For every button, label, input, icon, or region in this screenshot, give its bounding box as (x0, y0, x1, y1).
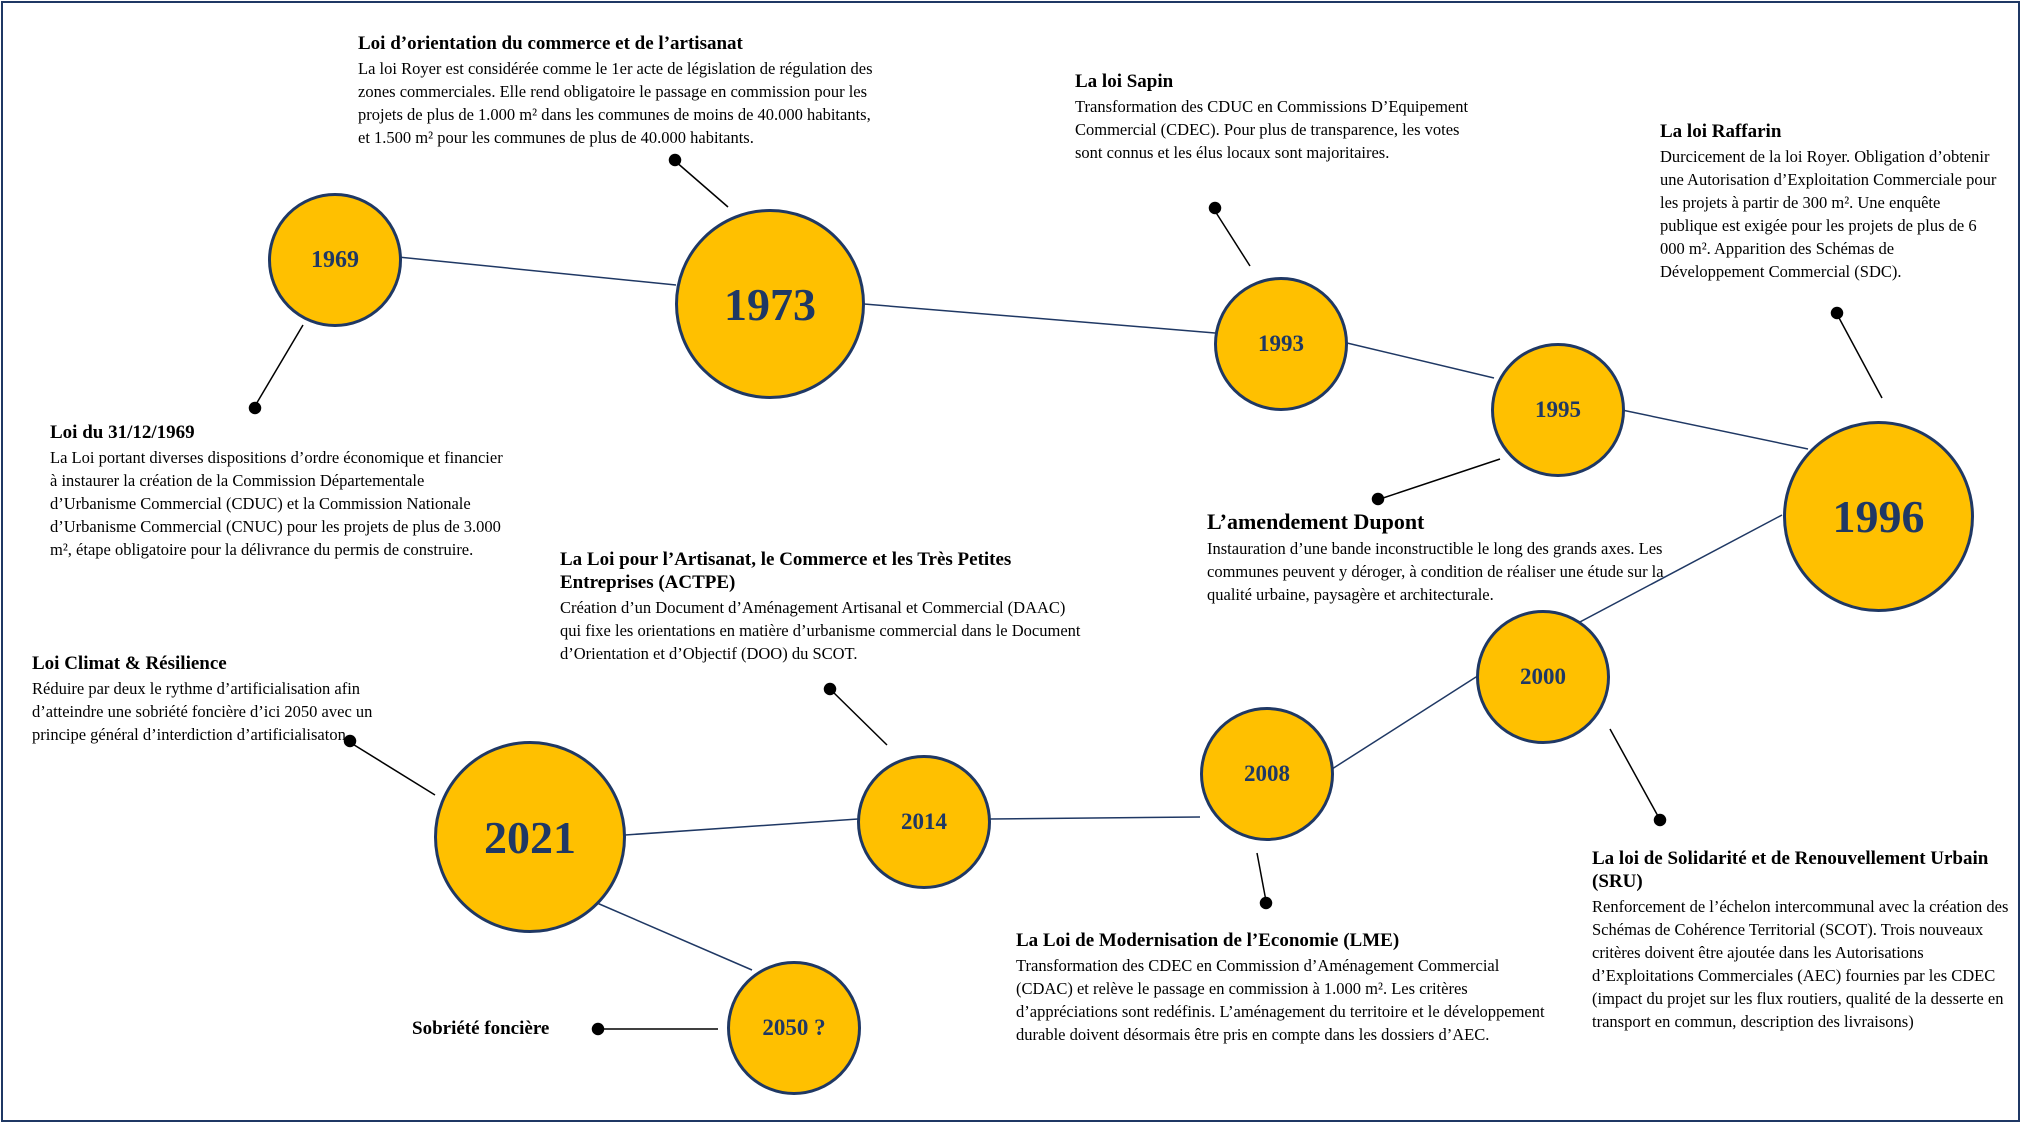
event-title-2050: Sobriété foncière (412, 1018, 550, 1039)
connector-1973 (675, 161, 728, 207)
event-title-1973: Loi d’orientation du commerce et de l’artisanat (358, 33, 743, 54)
connector-dot-1973 (670, 155, 681, 166)
node-label-1993: 1993 (1258, 331, 1304, 356)
event-2021 (32, 652, 412, 746)
connector-2021 (351, 743, 435, 795)
connector-2014 (832, 691, 887, 745)
timeline-line-2008-2014 (990, 817, 1200, 819)
connector-dot-1969 (250, 403, 261, 414)
connector-dot-2050 (593, 1024, 604, 1035)
event-2014 (560, 548, 1085, 665)
connector-1993 (1215, 211, 1250, 266)
node-2014 (857, 755, 991, 889)
node-label-2000: 2000 (1520, 664, 1566, 689)
event-2008 (1016, 929, 1556, 1046)
event-1973 (358, 32, 883, 149)
event-2050 (412, 1017, 592, 1042)
event-title-2000: La loi de Solidarité et de Renouvellement Urbain (SRU) (1592, 848, 1989, 892)
event-1969 (50, 421, 510, 561)
node-label-1996: 1996 (1832, 491, 1925, 542)
event-text-1973: La loi Royer est considérée comme le 1er acte de législation de régulation des zones commerciales. Elle rend obligatoire le passage en commission pour les projets de plus de 1.000 m² dans les communes de moins de 40.000 habitants, et 1.500 m² pour les communes de plus de 40.000 habitants. (358, 59, 873, 147)
timeline-line-1973-1993 (864, 304, 1215, 333)
connector-2008 (1257, 853, 1266, 901)
event-text-1993: Transformation des CDUC en Commissions D’Equipement Commercial (CDEC). Pour plus de transparence, les votes sont connus et les élus locaux sont majoritaires. (1075, 97, 1469, 162)
node-label-2008: 2008 (1244, 761, 1290, 786)
node-label-2021: 2021 (484, 811, 576, 863)
event-title-2014: La Loi pour l’Artisanat, le Commerce et les Très Petites Entreprises (ACTPE) (560, 549, 1012, 593)
connector-2000 (1610, 729, 1659, 818)
event-text-2008: Transformation des CDEC en Commission d’Aménagement Commercial (CDAC) et relève le passage en commission à 1.000 m². Les critères d’appréciations sont redéfinis. L’aménagement du territoire et le développement durable doivent désormais être pris en compte dans les dossiers d’AEC. (1016, 956, 1545, 1044)
timeline-line-1995-1996 (1622, 410, 1808, 449)
node-2008 (1200, 707, 1334, 841)
event-title-2021: Loi Climat & Résilience (32, 653, 227, 674)
node-2021 (434, 741, 626, 933)
event-title-1995: L’amendement Dupont (1207, 509, 1425, 534)
node-label-2050: 2050 ? (762, 1015, 826, 1040)
event-1995 (1207, 508, 1677, 606)
connector-dot-2008 (1261, 898, 1272, 909)
event-2000 (1592, 847, 2020, 1033)
node-1969 (268, 193, 402, 327)
connector-dot-2000 (1655, 815, 1666, 826)
node-1995 (1491, 343, 1625, 477)
node-label-1969: 1969 (311, 246, 359, 273)
event-title-1996: La loi Raffarin (1660, 121, 1782, 142)
node-1973 (675, 209, 865, 399)
connector-dot-1996 (1832, 308, 1843, 319)
node-1996 (1783, 421, 1974, 612)
event-title-2008: La Loi de Modernisation de l’Economie (LME) (1016, 930, 1400, 951)
event-text-2000: Renforcement de l’échelon intercommunal avec la création des Schémas de Cohérence Territorial (SCOT). Trois nouveaux critères doivent être ajoutée dans les Autorisations d’Exploitations Commerciales (AEC) fournies par les CDEC (impact du projet sur les flux routiers, qualité de la desserte en transport en commun, description des livraisons) (1592, 897, 2009, 1031)
timeline-line-2014-2021 (625, 819, 858, 835)
connector-dot-2014 (825, 684, 836, 695)
event-text-1996: Durcicement de la loi Royer. Obligation d’obtenir une Autorisation d’Exploitation Commerciale pour les projets à partir de 300 m². Une enquête publique est exigée pour les projets de plus de 6 000 m². Apparition des Schémas de Développement Commercial (SDC). (1660, 147, 1997, 281)
node-2000 (1476, 610, 1610, 744)
event-text-2021: Réduire par deux le rythme d’artificialisation afin d’atteindre une sobriété foncière d’ici 2050 avec un principe général d’interdiction d’artificialisaton. (32, 679, 373, 744)
connector-1996 (1838, 316, 1882, 398)
node-1993 (1214, 277, 1348, 411)
timeline-line-1969-1973 (398, 257, 676, 285)
timeline-line-2021-2050 (597, 903, 752, 970)
connector-1995 (1380, 459, 1500, 499)
connector-dot-1993 (1210, 203, 1221, 214)
connector-dot-1995 (1373, 494, 1384, 505)
connector-1969 (255, 325, 303, 406)
timeline-line-2000-2008 (1332, 677, 1476, 769)
event-1996 (1660, 120, 2000, 283)
event-1993 (1075, 70, 1475, 164)
event-text-1995: Instauration d’une bande inconstructible le long des grands axes. Les communes peuvent y déroger, à condition de réaliser une étude sur la qualité urbaine, paysagère et architecturale. (1207, 539, 1664, 604)
event-text-2014: Création d’un Document d’Aménagement Artisanal et Commercial (DAAC) qui fixe les orientations en matière d’urbanisme commercial dans le Document d’Orientation et d’Objectif (DOO) du SCOT. (560, 598, 1081, 663)
event-text-1969: La Loi portant diverses dispositions d’ordre économique et financier à instaurer la création de la Commission Départementale d’Urbanisme Commercial (CDUC) et la Commission Nationale d’Urbanisme Commercial (CNUC) pour les projets de plus de 3.000 m², étape obligatoire pour la délivrance du permis de construire. (50, 448, 503, 559)
event-title-1993: La loi Sapin (1075, 71, 1174, 92)
node-label-1995: 1995 (1535, 397, 1581, 422)
event-title-1969: Loi du 31/12/1969 (50, 422, 195, 443)
node-2050 (727, 961, 861, 1095)
node-label-2014: 2014 (901, 809, 947, 834)
timeline-line-1993-1995 (1347, 343, 1494, 378)
node-label-1973: 1973 (724, 278, 816, 330)
